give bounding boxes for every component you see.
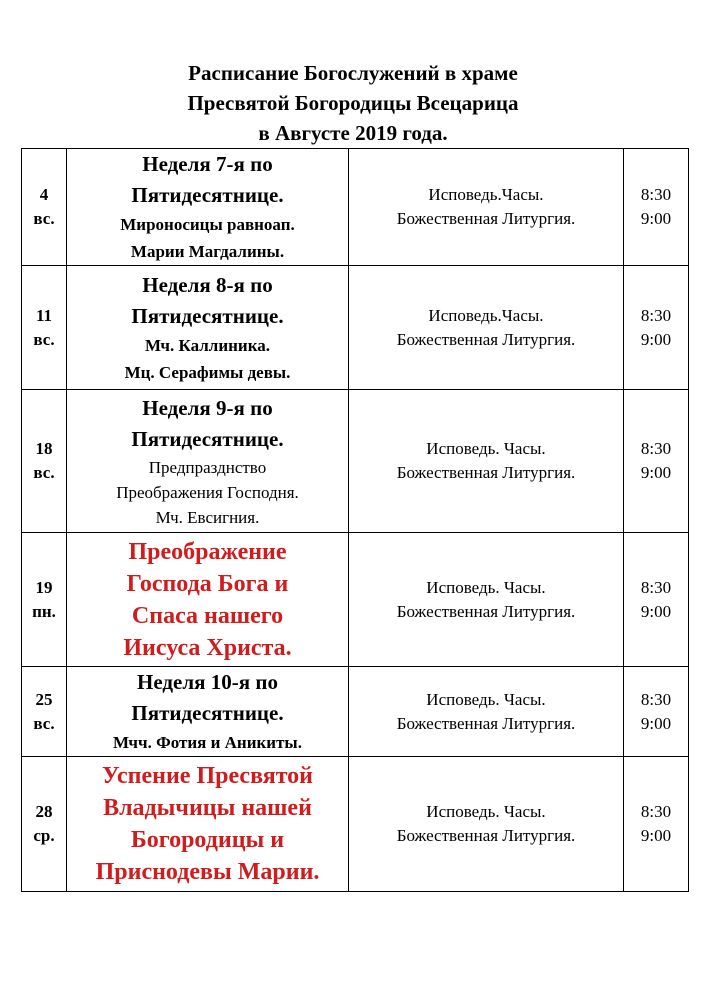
time-cell: [624, 266, 689, 390]
feast-subtitle-line: Мчч. Фотия и Аникиты.: [113, 733, 302, 752]
day-number: 28: [35, 802, 53, 821]
feast-subtitle-line: Мироносицы равноап.: [120, 215, 295, 234]
day-number: 4: [39, 185, 49, 204]
feast-cell: [67, 390, 349, 533]
table-row: [22, 757, 689, 892]
date-cell: [22, 149, 67, 266]
feast-subtitle-line: Предпразднство: [148, 457, 267, 477]
services-cell: [349, 667, 624, 757]
weekday: вс.: [33, 329, 55, 349]
feast-title-line: Приснодевы Марии.: [95, 859, 320, 885]
feast-title-line: Неделя 9-я по: [142, 395, 273, 420]
time-cell: [624, 533, 689, 667]
services-cell: [349, 149, 624, 266]
feast-title-line: Неделя 7-я по: [142, 152, 273, 176]
feast-title-line: Пятидесятнице.: [131, 701, 284, 725]
date-cell: [22, 390, 67, 533]
feast-title-line: Спаса нашего: [131, 602, 284, 629]
service-line: Божественная Литургия.: [396, 826, 576, 845]
feast-cell: [67, 149, 349, 266]
feast-title-line: Пятидесятнице.: [131, 183, 284, 207]
service-line: Исповедь. Часы.: [426, 802, 546, 821]
time-cell: [624, 149, 689, 266]
time-value: 9:00: [640, 601, 672, 621]
feast-title-line: Богородицы и: [130, 827, 285, 853]
date-cell: [22, 757, 67, 892]
services-cell: [349, 390, 624, 533]
time-value: 9:00: [640, 713, 672, 733]
day-number: 25: [35, 689, 53, 709]
services-cell: [349, 757, 624, 892]
schedule-table: [21, 148, 689, 892]
feast-title-line: Господа Бога и: [126, 570, 289, 597]
feast-title-line: Иисуса Христа.: [123, 634, 292, 661]
time-cell: [624, 757, 689, 892]
table-row: [22, 667, 689, 757]
title-line-1: Расписание Богослужений в храме: [188, 61, 518, 85]
time-value: 9:00: [640, 826, 672, 845]
day-number: 19: [35, 577, 53, 597]
page-title: [0, 58, 706, 148]
service-line: Исповедь. Часы.: [426, 689, 546, 709]
time-cell: [624, 667, 689, 757]
feast-title-line: Неделя 10-я по: [137, 670, 278, 694]
service-line: Исповедь.Часы.: [428, 185, 544, 204]
time-value: 8:30: [640, 185, 672, 204]
time-value: 8:30: [640, 689, 672, 709]
weekday: вс.: [33, 209, 55, 228]
weekday: вс.: [33, 713, 55, 733]
service-line: Божественная Литургия.: [396, 713, 576, 733]
time-value: 8:30: [640, 439, 672, 458]
service-line: Исповедь.Часы.: [428, 305, 544, 325]
date-cell: [22, 667, 67, 757]
weekday: ср.: [33, 826, 55, 845]
service-line: Божественная Литургия.: [396, 601, 576, 621]
time-value: 8:30: [640, 802, 672, 821]
time-cell: [624, 390, 689, 533]
weekday: вс.: [33, 463, 55, 482]
time-value: 8:30: [640, 305, 672, 325]
feast-subtitle-line: Мч. Евсигния.: [155, 507, 260, 527]
service-line: Божественная Литургия.: [396, 463, 576, 482]
service-line: Исповедь. Часы.: [426, 577, 546, 597]
feast-title-line: Успение Пресвятой: [101, 763, 313, 789]
feast-title-line: Владычицы нашей: [103, 795, 312, 821]
date-cell: [22, 266, 67, 390]
title-line-2: Пресвятой Богородицы Всецарица: [187, 91, 519, 115]
service-line: Божественная Литургия.: [396, 329, 576, 349]
weekday: пн.: [32, 601, 56, 621]
time-value: 9:00: [640, 329, 672, 349]
feast-cell: [67, 667, 349, 757]
feast-subtitle-line: Преображения Господня.: [116, 482, 299, 502]
feast-cell: [67, 266, 349, 390]
feast-title-line: Пятидесятнице.: [131, 426, 284, 451]
table-row: [22, 149, 689, 266]
time-value: 9:00: [640, 463, 672, 482]
services-cell: [349, 533, 624, 667]
feast-subtitle-line: Мц. Серафимы девы.: [124, 362, 291, 382]
day-number: 18: [35, 439, 53, 458]
service-line: Исповедь. Часы.: [426, 439, 546, 458]
feast-title-line: Пятидесятнице.: [131, 303, 284, 328]
feast-title-line: Преображение: [128, 538, 287, 565]
services-cell: [349, 266, 624, 390]
time-value: 9:00: [640, 209, 672, 228]
table-row: [22, 266, 689, 390]
feast-subtitle-line: Марии Магдалины.: [130, 242, 285, 261]
feast-title-line: Неделя 8-я по: [142, 272, 273, 297]
feast-subtitle-line: Мч. Каллиника.: [145, 335, 270, 355]
table-row: [22, 390, 689, 533]
title-line-3: в Августе 2019 года.: [258, 121, 448, 145]
feast-cell: [67, 533, 349, 667]
day-number: 11: [35, 305, 53, 325]
service-line: Божественная Литургия.: [396, 209, 576, 228]
table-row: [22, 533, 689, 667]
time-value: 8:30: [640, 577, 672, 597]
feast-cell: [67, 757, 349, 892]
date-cell: [22, 533, 67, 667]
